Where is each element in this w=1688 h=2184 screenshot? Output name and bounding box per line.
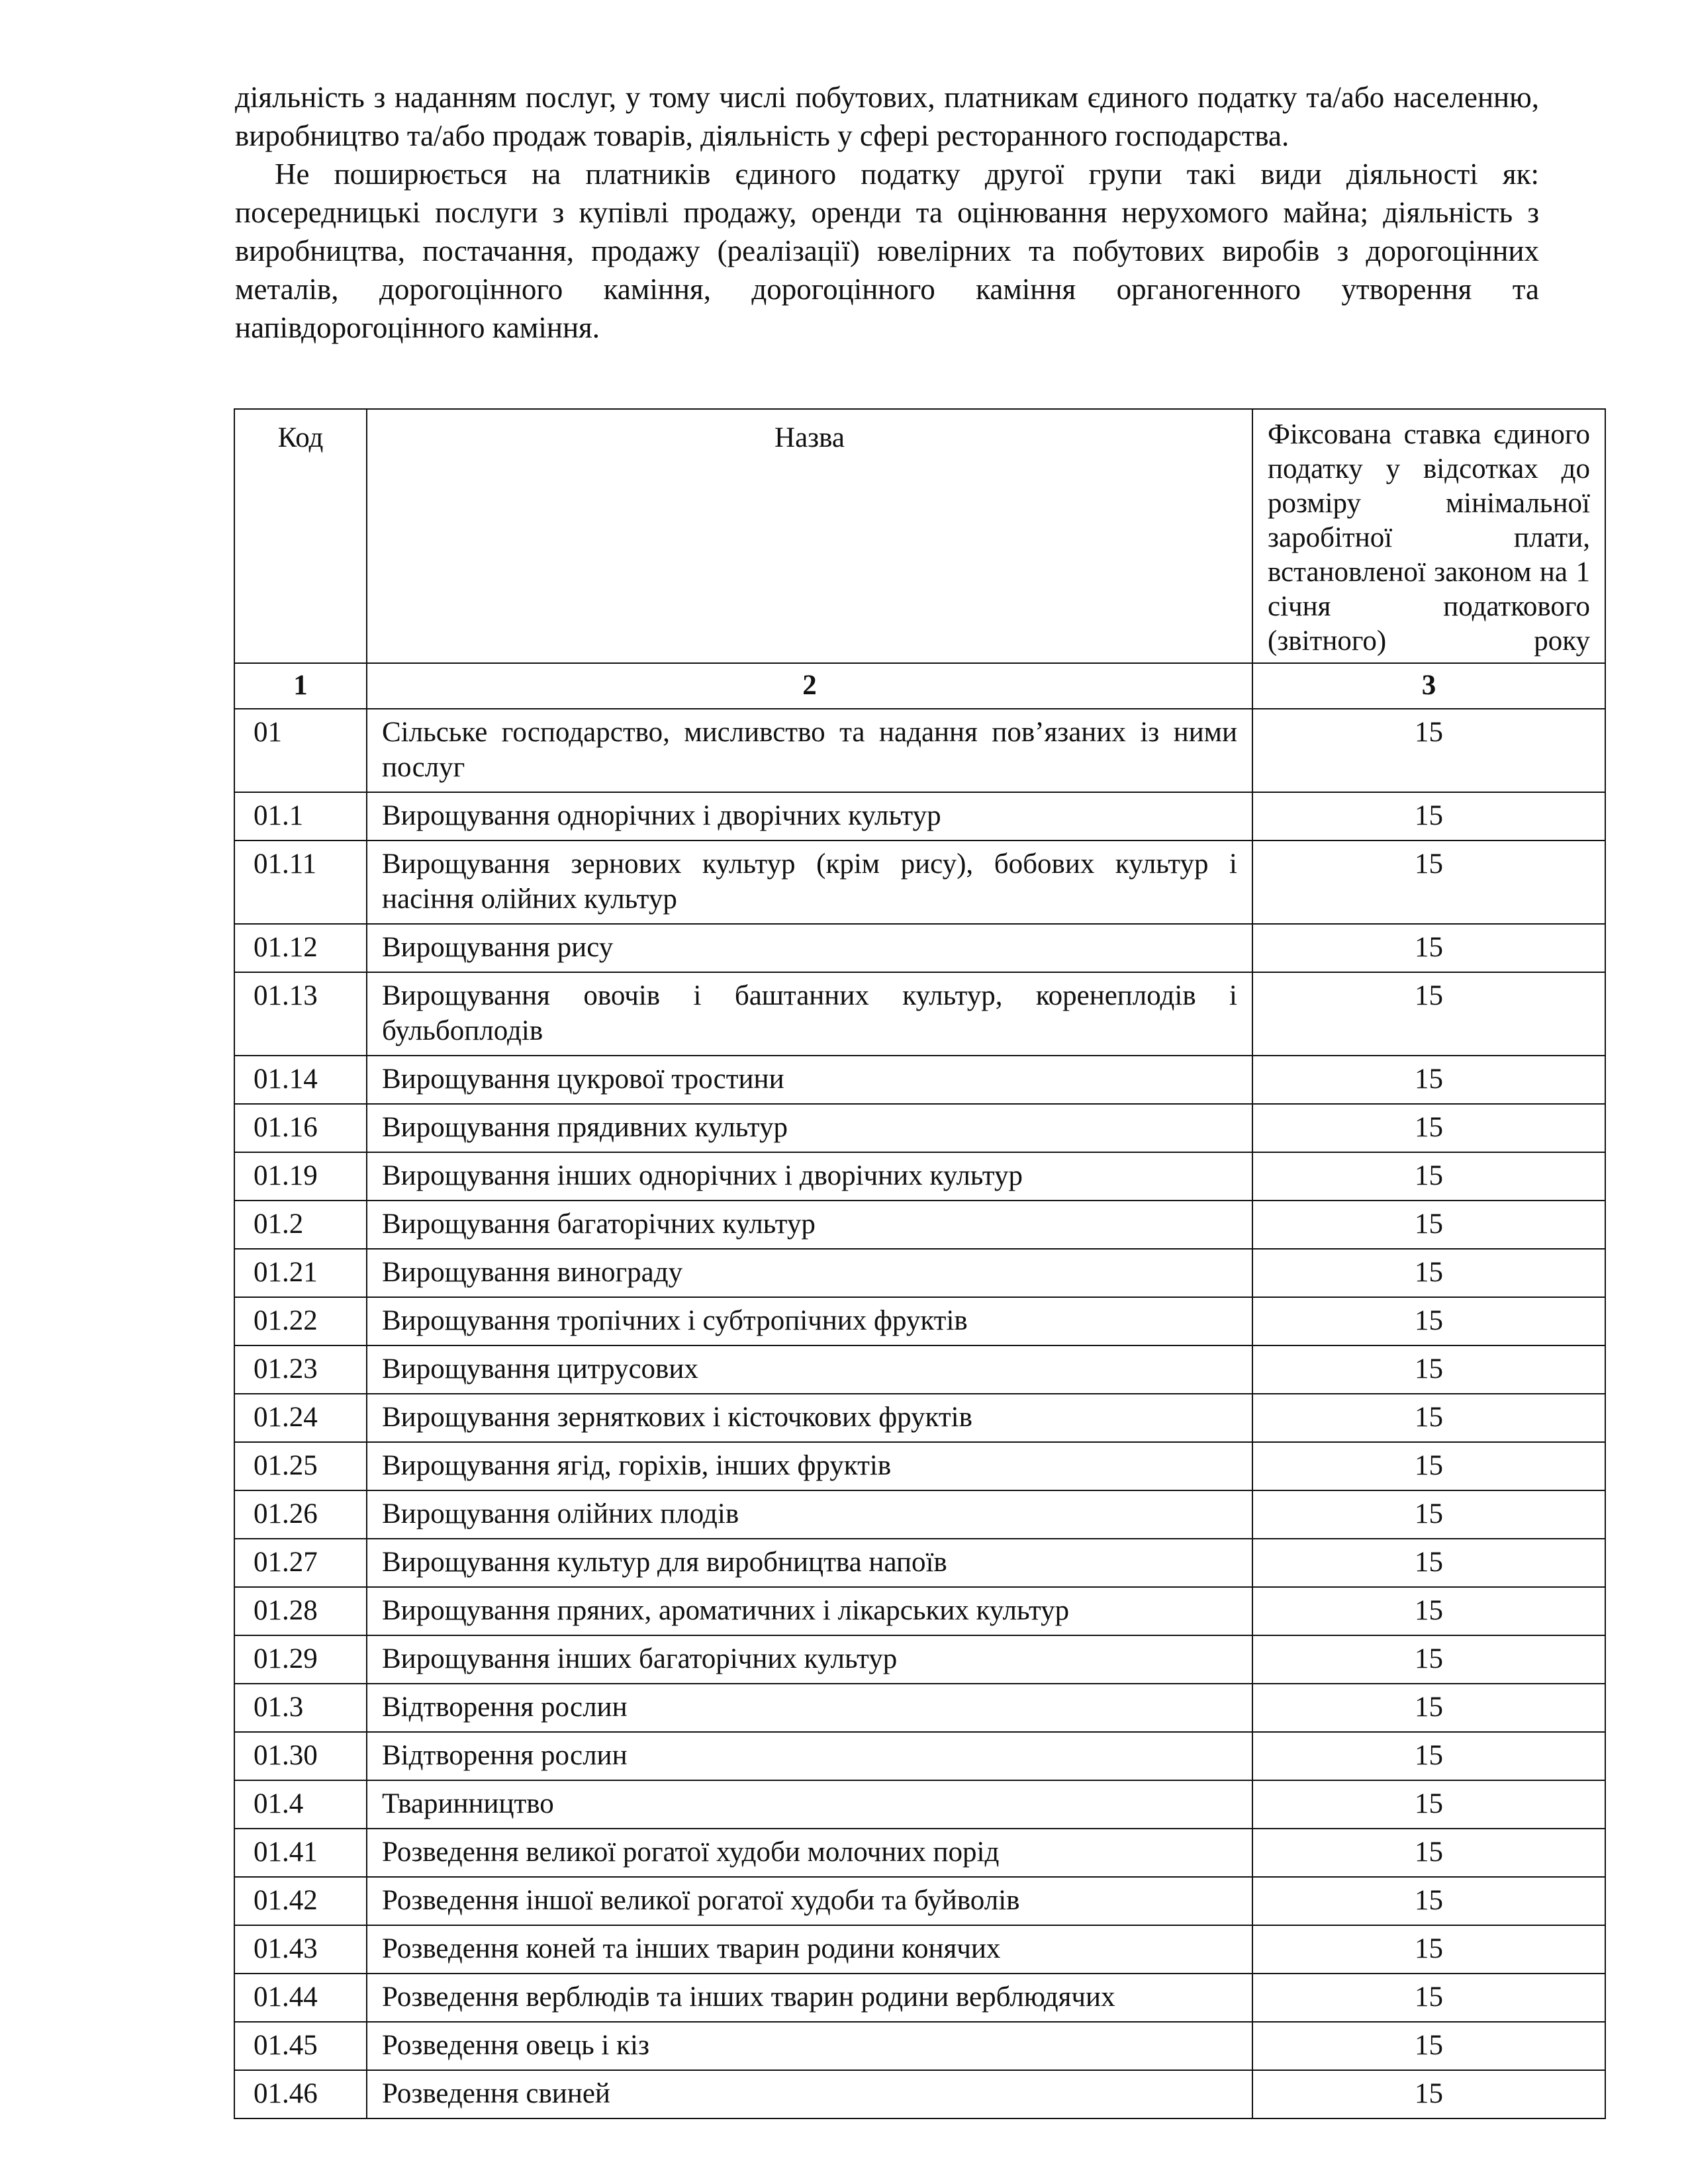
activity-name-cell: Вирощування винограду (367, 1249, 1252, 1297)
table-header-row (234, 409, 1605, 663)
tax-rate-cell: 15 (1252, 1732, 1605, 1780)
table-row (234, 924, 1605, 972)
header-code: Код (234, 409, 367, 663)
activity-code-cell: 01.25 (234, 1442, 367, 1490)
table-row (234, 1877, 1605, 1925)
activity-name-cell: Розведення верблюдів та інших тварин родини верблюдячих (367, 1974, 1252, 2022)
activity-code-cell: 01.12 (234, 924, 367, 972)
table-row (234, 1587, 1605, 1635)
table-row (234, 841, 1605, 924)
activity-code-cell: 01.42 (234, 1877, 367, 1925)
tax-rate-cell: 15 (1252, 1780, 1605, 1829)
activity-code-cell: 01.27 (234, 1539, 367, 1587)
activity-code-cell: 01.44 (234, 1974, 367, 2022)
tax-rate-cell: 15 (1252, 1056, 1605, 1104)
activity-code-cell: 01.1 (234, 792, 367, 841)
table-row (234, 1635, 1605, 1684)
tax-rate-cell: 15 (1252, 1152, 1605, 1201)
table-row (234, 1249, 1605, 1297)
tax-rate-cell: 15 (1252, 1829, 1605, 1877)
table-row (234, 1345, 1605, 1394)
column-number-row (234, 663, 1605, 709)
activity-name-cell: Вирощування інших однорічних і дворічних культур (367, 1152, 1252, 1201)
activity-code-cell: 01.26 (234, 1490, 367, 1539)
activity-name-cell: Розведення великої рогатої худоби молочних порід (367, 1829, 1252, 1877)
table-row (234, 1974, 1605, 2022)
activity-code-cell: 01.13 (234, 972, 367, 1056)
activity-name-cell: Вирощування пряних, ароматичних і лікарських культур (367, 1587, 1252, 1635)
column-number-1: 1 (234, 663, 367, 709)
activity-name-cell: Вирощування ягід, горіхів, інших фруктів (367, 1442, 1252, 1490)
column-number-3: 3 (1252, 663, 1605, 709)
activity-name-cell: Розведення коней та інших тварин родини конячих (367, 1925, 1252, 1974)
table-row (234, 1201, 1605, 1249)
activity-name-cell: Відтворення рослин (367, 1732, 1252, 1780)
tax-rate-cell: 15 (1252, 1635, 1605, 1684)
activity-name-cell: Сільське господарство, мисливство та надання пов’язаних із ними послуг (367, 709, 1252, 792)
activity-code-cell: 01.30 (234, 1732, 367, 1780)
tax-rate-cell: 15 (1252, 2022, 1605, 2070)
header-rate: Фіксована ставка єдиного податку у відсотках до розміру мінімальної заробітної плати, встановленої законом на 1 січня податкового (звітного) року (1252, 409, 1605, 663)
tax-rate-cell: 15 (1252, 1974, 1605, 2022)
tax-rate-cell: 15 (1252, 924, 1605, 972)
tax-rate-cell: 15 (1252, 1539, 1605, 1587)
tax-rate-cell: 15 (1252, 841, 1605, 924)
table-row (234, 1539, 1605, 1587)
activity-name-cell: Вирощування інших багаторічних культур (367, 1635, 1252, 1684)
table-row (234, 1684, 1605, 1732)
intro-text (235, 78, 1539, 347)
table-row (234, 1442, 1605, 1490)
tax-rate-cell: 15 (1252, 1297, 1605, 1345)
tax-rate-cell: 15 (1252, 2070, 1605, 2118)
activity-name-cell: Вирощування олійних плодів (367, 1490, 1252, 1539)
table-row (234, 972, 1605, 1056)
activity-code-cell: 01.3 (234, 1684, 367, 1732)
table-row (234, 1394, 1605, 1442)
table-row (234, 1780, 1605, 1829)
activity-name-cell: Відтворення рослин (367, 1684, 1252, 1732)
table-row (234, 2022, 1605, 2070)
activity-code-cell: 01.22 (234, 1297, 367, 1345)
tax-rate-cell: 15 (1252, 1394, 1605, 1442)
tax-rate-cell: 15 (1252, 1442, 1605, 1490)
activity-name-cell: Вирощування зерняткових і кісточкових фруктів (367, 1394, 1252, 1442)
table-row (234, 1297, 1605, 1345)
activity-name-cell: Вирощування культур для виробництва напоїв (367, 1539, 1252, 1587)
activity-name-cell: Розведення овець і кіз (367, 2022, 1252, 2070)
activity-name-cell: Розведення іншої великої рогатої худоби та буйволів (367, 1877, 1252, 1925)
activity-name-cell: Вирощування зернових культур (крім рису), бобових культур і насіння олійних культур (367, 841, 1252, 924)
activity-code-cell: 01.21 (234, 1249, 367, 1297)
activity-code-cell: 01.16 (234, 1104, 367, 1152)
intro-paragraph-2: Не поширюється на платників єдиного податку другої групи такі види діяльності як: посередницькі послуги з купівлі продажу, оренди та оцінювання нерухомого майна; діяльність з виробництва, постачання, продажу (реалізації) ювелірних та побутових виробів з дорогоцінних металів, дорогоцінного каміння, дорогоцінного каміння органогенного утворення та напівдорогоцінного каміння. (235, 158, 1539, 344)
table-row (234, 1490, 1605, 1539)
table-row (234, 1056, 1605, 1104)
table-row (234, 1925, 1605, 1974)
table-row (234, 1104, 1605, 1152)
activity-code-cell: 01.43 (234, 1925, 367, 1974)
table-row (234, 1732, 1605, 1780)
activity-code-cell: 01 (234, 709, 367, 792)
tax-rate-cell: 15 (1252, 1345, 1605, 1394)
activity-code-cell: 01.28 (234, 1587, 367, 1635)
activity-code-cell: 01.45 (234, 2022, 367, 2070)
tax-rate-cell: 15 (1252, 1490, 1605, 1539)
tax-rate-cell: 15 (1252, 972, 1605, 1056)
activity-name-cell: Вирощування багаторічних культур (367, 1201, 1252, 1249)
tax-rate-cell: 15 (1252, 709, 1605, 792)
activity-code-cell: 01.19 (234, 1152, 367, 1201)
activity-name-cell: Вирощування тропічних і субтропічних фруктів (367, 1297, 1252, 1345)
column-number-2: 2 (367, 663, 1252, 709)
table-row (234, 1829, 1605, 1877)
tax-rate-cell: 15 (1252, 1587, 1605, 1635)
tax-rate-cell: 15 (1252, 1877, 1605, 1925)
activity-name-cell: Вирощування прядивних культур (367, 1104, 1252, 1152)
activity-code-cell: 01.2 (234, 1201, 367, 1249)
tax-rate-cell: 15 (1252, 1201, 1605, 1249)
activity-code-cell: 01.24 (234, 1394, 367, 1442)
activity-code-cell: 01.23 (234, 1345, 367, 1394)
activity-name-cell: Вирощування цукрової тростини (367, 1056, 1252, 1104)
table-row (234, 792, 1605, 841)
table-row (234, 1152, 1605, 1201)
activity-code-cell: 01.4 (234, 1780, 367, 1829)
activity-name-cell: Розведення свиней (367, 2070, 1252, 2118)
activity-name-cell: Вирощування рису (367, 924, 1252, 972)
table-row (234, 2070, 1605, 2118)
activity-code-cell: 01.41 (234, 1829, 367, 1877)
table-row (234, 709, 1605, 792)
header-name: Назва (367, 409, 1252, 663)
intro-paragraph-1: діяльність з наданням послуг, у тому числі побутових, платникам єдиного податку та/або населенню, виробництво та/або продаж товарів, діяльність у сфері ресторанного господарства. (235, 81, 1539, 152)
activity-name-cell: Вирощування овочів і баштанних культур, коренеплодів і бульбоплодів (367, 972, 1252, 1056)
tax-rate-cell: 15 (1252, 1104, 1605, 1152)
activity-name-cell: Вирощування цитрусових (367, 1345, 1252, 1394)
tax-rate-cell: 15 (1252, 792, 1605, 841)
tax-rate-table (234, 408, 1606, 2119)
activity-code-cell: 01.14 (234, 1056, 367, 1104)
activity-code-cell: 01.29 (234, 1635, 367, 1684)
activity-code-cell: 01.46 (234, 2070, 367, 2118)
tax-rate-cell: 15 (1252, 1249, 1605, 1297)
activity-name-cell: Тваринництво (367, 1780, 1252, 1829)
tax-rate-cell: 15 (1252, 1684, 1605, 1732)
activity-name-cell: Вирощування однорічних і дворічних культур (367, 792, 1252, 841)
tax-rate-cell: 15 (1252, 1925, 1605, 1974)
activity-code-cell: 01.11 (234, 841, 367, 924)
